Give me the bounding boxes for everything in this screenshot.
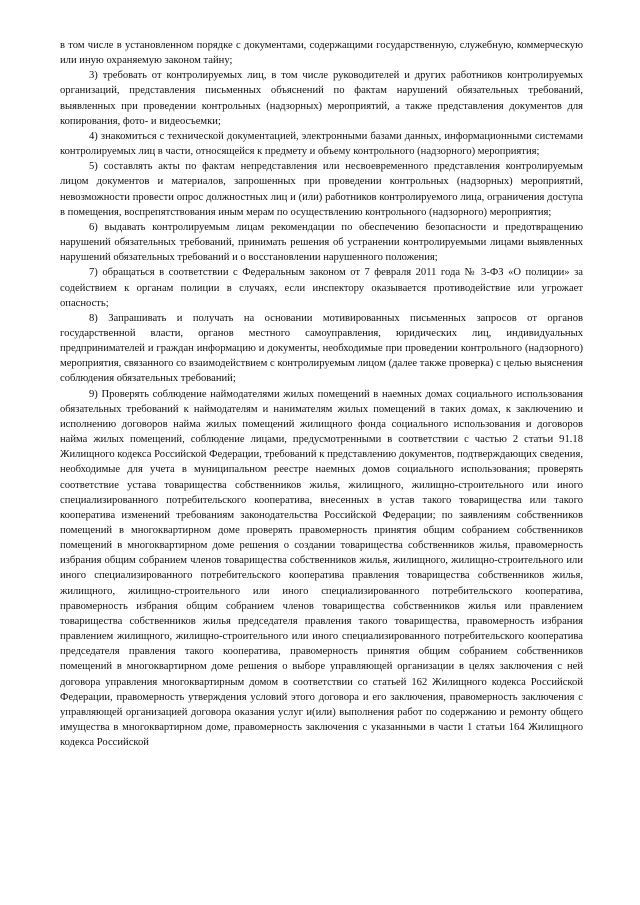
paragraph-item-3: 3) требовать от контролируемых лиц, в том числе руководителей и других работников контролируемых организаций, представления письменных объяснений по фактам нарушений обязательных требований, выявленных при проведении контрольных (надзорных) мероприятий, а также представления документов для копирования, фото- и видеосъемки; — [60, 70, 583, 127]
paragraph-item-5: 5) составлять акты по фактам непредставления или несвоевременного представления контролируемым лицом документов и материалов, запрошенных при проведении контрольных (надзорных) мероприятий, невозможности провести опрос должностных лиц и (или) работников контролируемого лица, ограничения доступа в помещения, воспрепятствования иным мерам по осуществлению контрольного (надзорного) мероприятия; — [60, 161, 583, 218]
paragraph-item-6: 6) выдавать контролируемым лицам рекомендации по обеспечению безопасности и предотвращению нарушений обязательных требований, принимать решения об устранении контролируемыми лицами выявленных нарушений обязательных требований и о восстановлении нарушенного положения; — [60, 221, 583, 264]
paragraph-continuation: в том числе в установленном порядке с документами, содержащими государственную, служебную, коммерческую или иную охраняемую законом тайну; — [60, 40, 583, 67]
paragraph-item-8: 8) Запрашивать и получать на основании мотивированных письменных запросов от органов государственной власти, органов местного самоуправления, юридических лиц, индивидуальных предпринимателей и граждан информацию и документы, необходимые при проведении контрольного (надзорного) мероприятия, связанного со взаимодействием с контролируемым лицом (далее также проверка) с целью выяснения соблюдения обязательных требований; — [60, 312, 583, 385]
paragraph-item-9: 9) Проверять соблюдение наймодателями жилых помещений в наемных домах социального использования обязательных требований к наймодателям и нанимателям жилых помещений в таких домах, к заключению и исполнению договоров найма жилых помещений жилищного фонда социального использования и договоров найма жилых помещений, соблюдение лицами, предусмотренными в соответствии с частью 2 статьи 91.18 Жилищного кодекса Российской Федерации, требований к представлению документов, подтверждающих сведения, необходимые для учета в муниципальном реестре наемных домов социального использования; проверять соответствие устава товарищества собственников жилья, жилищного, жилищно-строительного или иного специализированного потребительского кооператива, внесенных в устав такого товарищества или такого кооператива изменений требованиям законодательства Российской Федерации; по заявлениям собственников помещений в многоквартирном доме проверять правомерность принятия общим собранием собственников помещений в многоквартирном доме решения о создании товарищества собственников жилья, правомерность избрания общим собранием членов товарищества собственников жилья, жилищного, жилищно-строительного или иного специализированного потребительского кооператива правления товарищества собственников жилья, жилищного, жилищно-строительного или иного специализированного потребительского кооператива, правомерность избрания общим собранием членов товарищества собственников жилья или правлением товарищества собственников жилья председателя правления такого товарищества, правомерность избрания правлением жилищного, жилищно-строительного или иного специализированного потребительского кооператива председателя правления такого кооператива, правомерность принятия общим собранием собственников помещений в многоквартирном доме решения о выборе управляющей организации в целях заключения с ней договора управления многоквартирным домом в соответствии со статьей 162 Жилищного кодекса Российской Федерации, правомерность утверждения условий этого договора и его заключения, правомерность заключения с управляющей организацией договора оказания услуг и(или) выполнения работ по содержанию и ремонту общего имущества в многоквартирном доме, правомерность заключения с указанными в части 1 статьи 164 Жилищного кодекса Российской — [60, 388, 583, 749]
paragraph-item-4: 4) знакомиться с технической документацией, электронными базами данных, информационными системами контролируемых лиц в части, относящейся к предмету и объему контрольного (надзорного) мероприятия; — [60, 130, 583, 158]
document-page — [60, 38, 583, 750]
paragraph-item-7: 7) обращаться в соответствии с Федеральным законом от 7 февраля 2011 года № 3-ФЗ «О полиции» за содействием к органам полиции в случаях, если инспектору оказывается противодействие или угрожает опасность; — [60, 267, 583, 309]
